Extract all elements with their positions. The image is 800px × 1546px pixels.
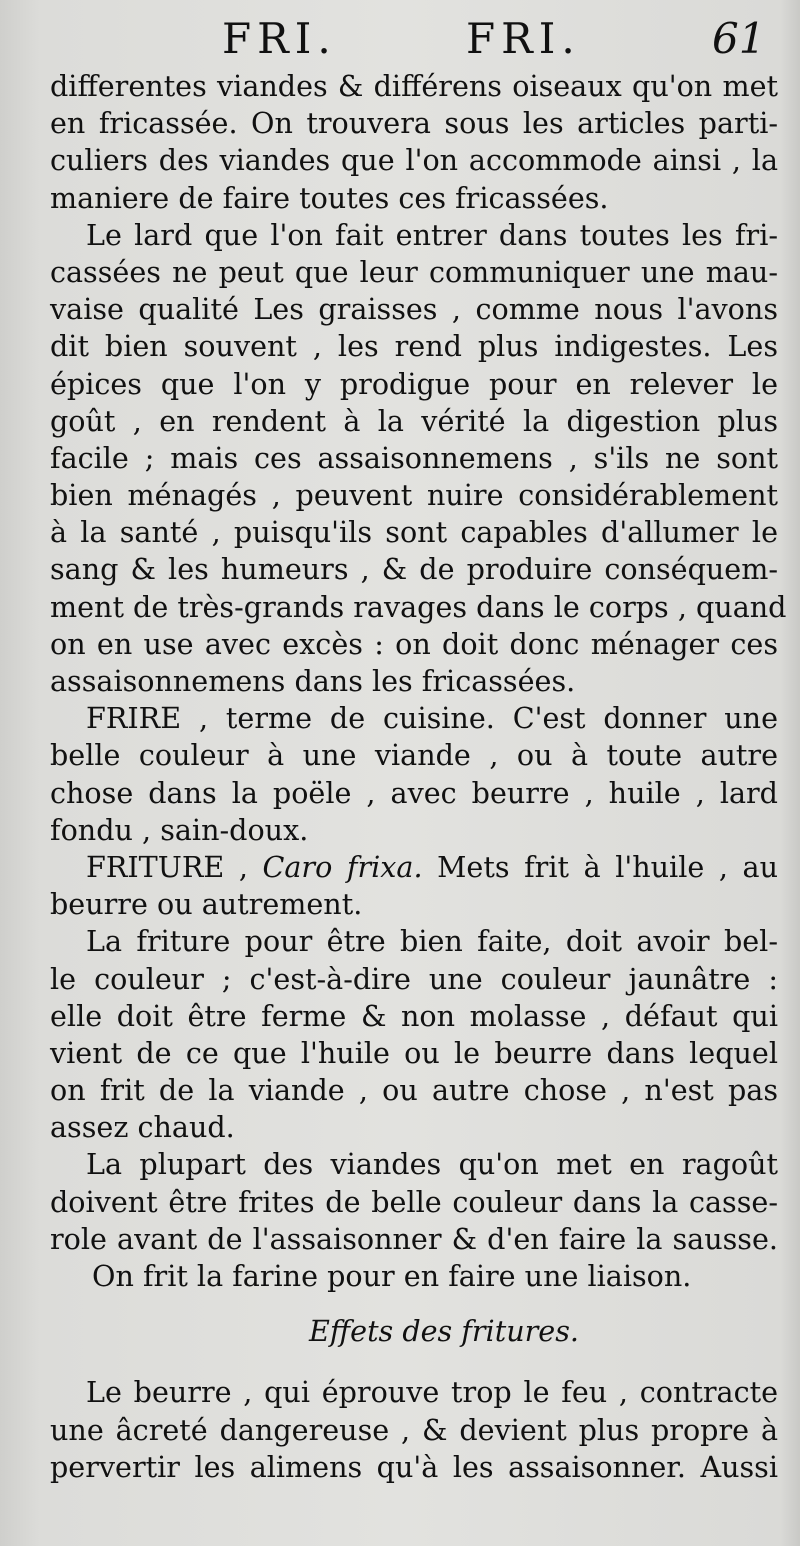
running-header bbox=[0, 14, 800, 74]
text-line: on frit de la viande , ou autre chose , n'est pas bbox=[50, 1073, 778, 1108]
text-line: elle doit être ferme & non molasse , défaut qui bbox=[50, 998, 778, 1033]
text-line: role avant de l'assaisonner & d'en faire la sausse. bbox=[50, 1221, 778, 1256]
text-line bbox=[50, 849, 778, 886]
text-line: assaisonnemens dans les fricassées. bbox=[50, 664, 576, 698]
text-line: FRIRE , terme de cuisine. C'est donner une bbox=[86, 701, 778, 736]
text-line: pervertir les alimens qu'à les assaisonner. Aussi bbox=[50, 1449, 778, 1484]
text-line: chose dans la poële , avec beurre , huile , lard bbox=[50, 775, 778, 810]
text-line: La friture pour être bien faite, doit avoir bel- bbox=[86, 924, 778, 959]
text-line: culiers des viandes que l'on accommode ainsi , la bbox=[50, 143, 778, 178]
text-line: On frit la farine pour en faire une liaison. bbox=[92, 1259, 692, 1293]
text-line: une âcreté dangereuse , & devient plus propre à bbox=[50, 1412, 778, 1447]
text-line-lemma: FRITURE , bbox=[86, 849, 263, 884]
text-line: beurre ou autrement. bbox=[50, 887, 363, 922]
page-number: 61 bbox=[712, 14, 766, 63]
text-line: sang & les humeurs , & de produire conséquem- bbox=[50, 552, 778, 587]
text-line: fondu , sain-doux. bbox=[50, 812, 309, 847]
text-line: belle couleur à une viande , ou à toute autre bbox=[50, 738, 778, 773]
text-line: assez chaud. bbox=[50, 1110, 235, 1145]
text-line: ment de très-grands ravages dans le corps , quand bbox=[50, 589, 787, 624]
text-line: bien ménagés , peuvent nuire considérablement bbox=[50, 478, 778, 513]
text-line: Le beurre , qui éprouve trop le feu , contracte bbox=[86, 1375, 778, 1410]
text-line: à la santé , puisqu'ils sont capables d'allumer le bbox=[50, 515, 778, 550]
section-heading: Effets des fritures. bbox=[309, 1314, 579, 1349]
text-line: maniere de faire toutes ces fricassées. bbox=[50, 180, 609, 215]
header-right: FRI. bbox=[466, 14, 581, 63]
text-line: épices que l'on y prodigue pour en relever le bbox=[50, 366, 778, 401]
text-line: on en use avec excès : on doit donc ménager ces bbox=[50, 626, 778, 661]
text-line: vaise qualité Les graisses , comme nous l'avons bbox=[50, 292, 778, 327]
text-line: cassées ne peut que leur communiquer une mau- bbox=[50, 254, 778, 289]
text-line: dit bien souvent , les rend plus indigestes. Les bbox=[50, 329, 778, 364]
text-line: goût , en rendent à la vérité la digestion plus bbox=[50, 403, 778, 438]
text-line: doivent être frites de belle couleur dans la casse- bbox=[50, 1184, 778, 1219]
text-line: facile ; mais ces assaisonnemens , s'ils ne sont bbox=[50, 440, 778, 475]
header-left: FRI. bbox=[222, 14, 337, 63]
text-line-rest: Mets frit à l'huile , au bbox=[422, 849, 778, 884]
text-line-latin: Caro frixa. bbox=[262, 849, 423, 884]
text-line: le couleur ; c'est-à-dire une couleur jaunâtre : bbox=[50, 961, 778, 996]
text-line: Le lard que l'on fait entrer dans toutes les fri- bbox=[86, 217, 778, 252]
text-line: La plupart des viandes qu'on met en ragoût bbox=[86, 1147, 778, 1182]
text-line: differentes viandes & différens oiseaux qu'on met bbox=[50, 69, 778, 103]
text-line: en fricassée. On trouvera sous les articles parti- bbox=[50, 106, 778, 141]
text-line: vient de ce que l'huile ou le beurre dans lequel bbox=[50, 1035, 778, 1070]
body-text bbox=[50, 68, 787, 1486]
